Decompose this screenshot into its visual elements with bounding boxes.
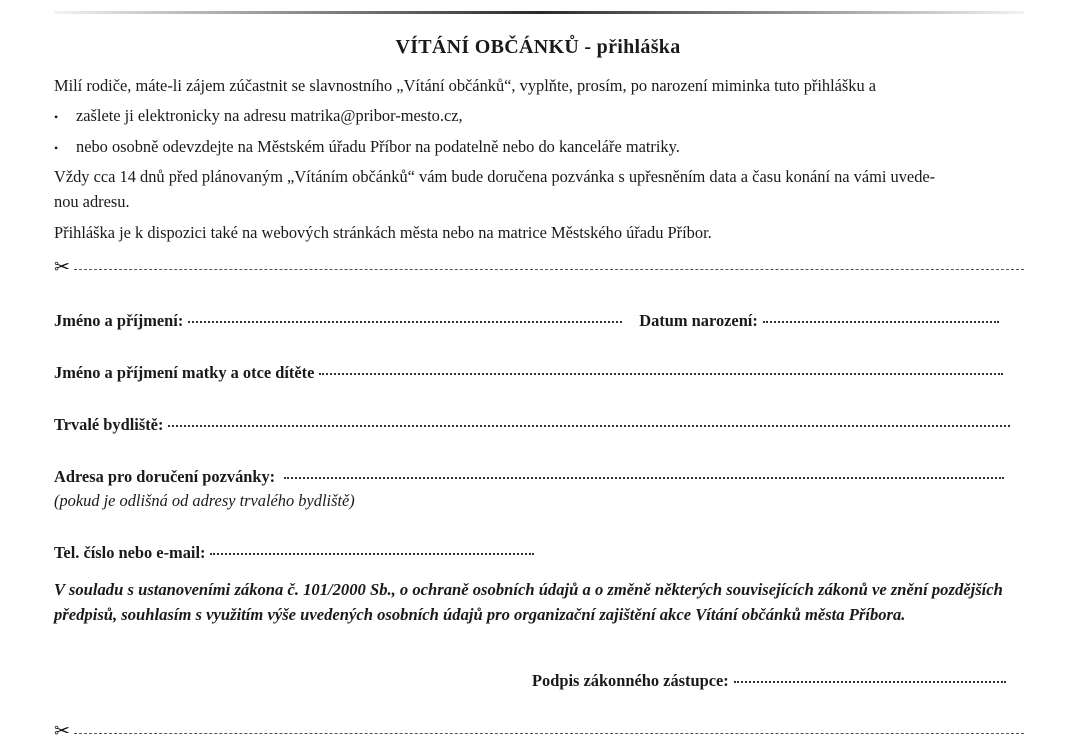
notice-line-1: Vždy cca 14 dnů před plánovaným „Vítáním občánků“ vám bude doručena pozvánka s upřesněním data a času konání na vámi uvede- xyxy=(54,167,936,186)
bullet-item xyxy=(54,106,463,126)
birth-date-label: Datum narození: xyxy=(639,311,758,330)
cut-line-bottom xyxy=(54,721,1024,742)
availability-text: Přihláška je k dispozici také na webových stránkách města nebo na matrice Městského úřadu Příbor. xyxy=(54,223,712,242)
cut-line-top xyxy=(54,257,1024,278)
bullet-text-email: zašlete ji elektronicky na adresu matrika@pribor-mesto.cz, xyxy=(76,106,463,125)
signature-input[interactable] xyxy=(734,681,1006,683)
delivery-note: (pokud je odlišná od adresy trvalého bydliště) xyxy=(54,491,355,510)
parents-label: Jméno a příjmení matky a otce dítěte xyxy=(54,363,315,382)
bullet-item xyxy=(54,137,680,157)
name-field-row xyxy=(54,311,999,331)
consent-text: V souladu s ustanoveními zákona č. 101/2000 Sb., o ochraně osobních údajů a o změně některých souvisejících zákonů ve znění pozdějších předpisů, souhlasím s využitím výše uvedených osobních údajů pro organizační zajištění akce Vítání občánků města Příbora. xyxy=(54,580,1003,624)
bullet-icon: • xyxy=(54,140,59,155)
parents-field-row xyxy=(54,363,1003,383)
residence-input[interactable] xyxy=(168,425,1010,427)
dashed-line xyxy=(74,733,1024,734)
signature-field-row xyxy=(532,671,1006,691)
residence-field-row xyxy=(54,415,1010,435)
scissors-icon: ✂ xyxy=(54,257,70,278)
delivery-label: Adresa pro doručení pozvánky: xyxy=(54,467,276,486)
page-title: VÍTÁNÍ OBČÁNKŮ - přihláška xyxy=(395,36,681,58)
scissors-icon: ✂ xyxy=(54,721,70,742)
contact-label: Tel. číslo nebo e-mail: xyxy=(54,543,206,562)
contact-field-row xyxy=(54,543,534,563)
delivery-field-row xyxy=(54,467,1004,487)
top-rule xyxy=(54,11,1024,14)
intro-text: Milí rodiče, máte-li zájem zúčastnit se slavnostního „Vítání občánků“, vyplňte, prosím, po narození miminka tuto přihlášku a xyxy=(54,76,877,95)
name-input[interactable] xyxy=(188,321,622,323)
dashed-line xyxy=(74,269,1024,270)
parents-input[interactable] xyxy=(319,373,1003,375)
delivery-input[interactable] xyxy=(284,477,1004,479)
residence-label: Trvalé bydliště: xyxy=(54,415,164,434)
bullet-text-office: nebo osobně odevzdejte na Městském úřadu Příbor na podatelně nebo do kanceláře matriky. xyxy=(76,137,680,156)
signature-label: Podpis zákonného zástupce: xyxy=(532,671,729,690)
bullet-icon: • xyxy=(54,109,59,124)
name-label: Jméno a příjmení: xyxy=(54,311,184,330)
birth-date-input[interactable] xyxy=(763,321,999,323)
notice-line-2: nou adresu. xyxy=(54,192,130,211)
contact-input[interactable] xyxy=(210,553,534,555)
